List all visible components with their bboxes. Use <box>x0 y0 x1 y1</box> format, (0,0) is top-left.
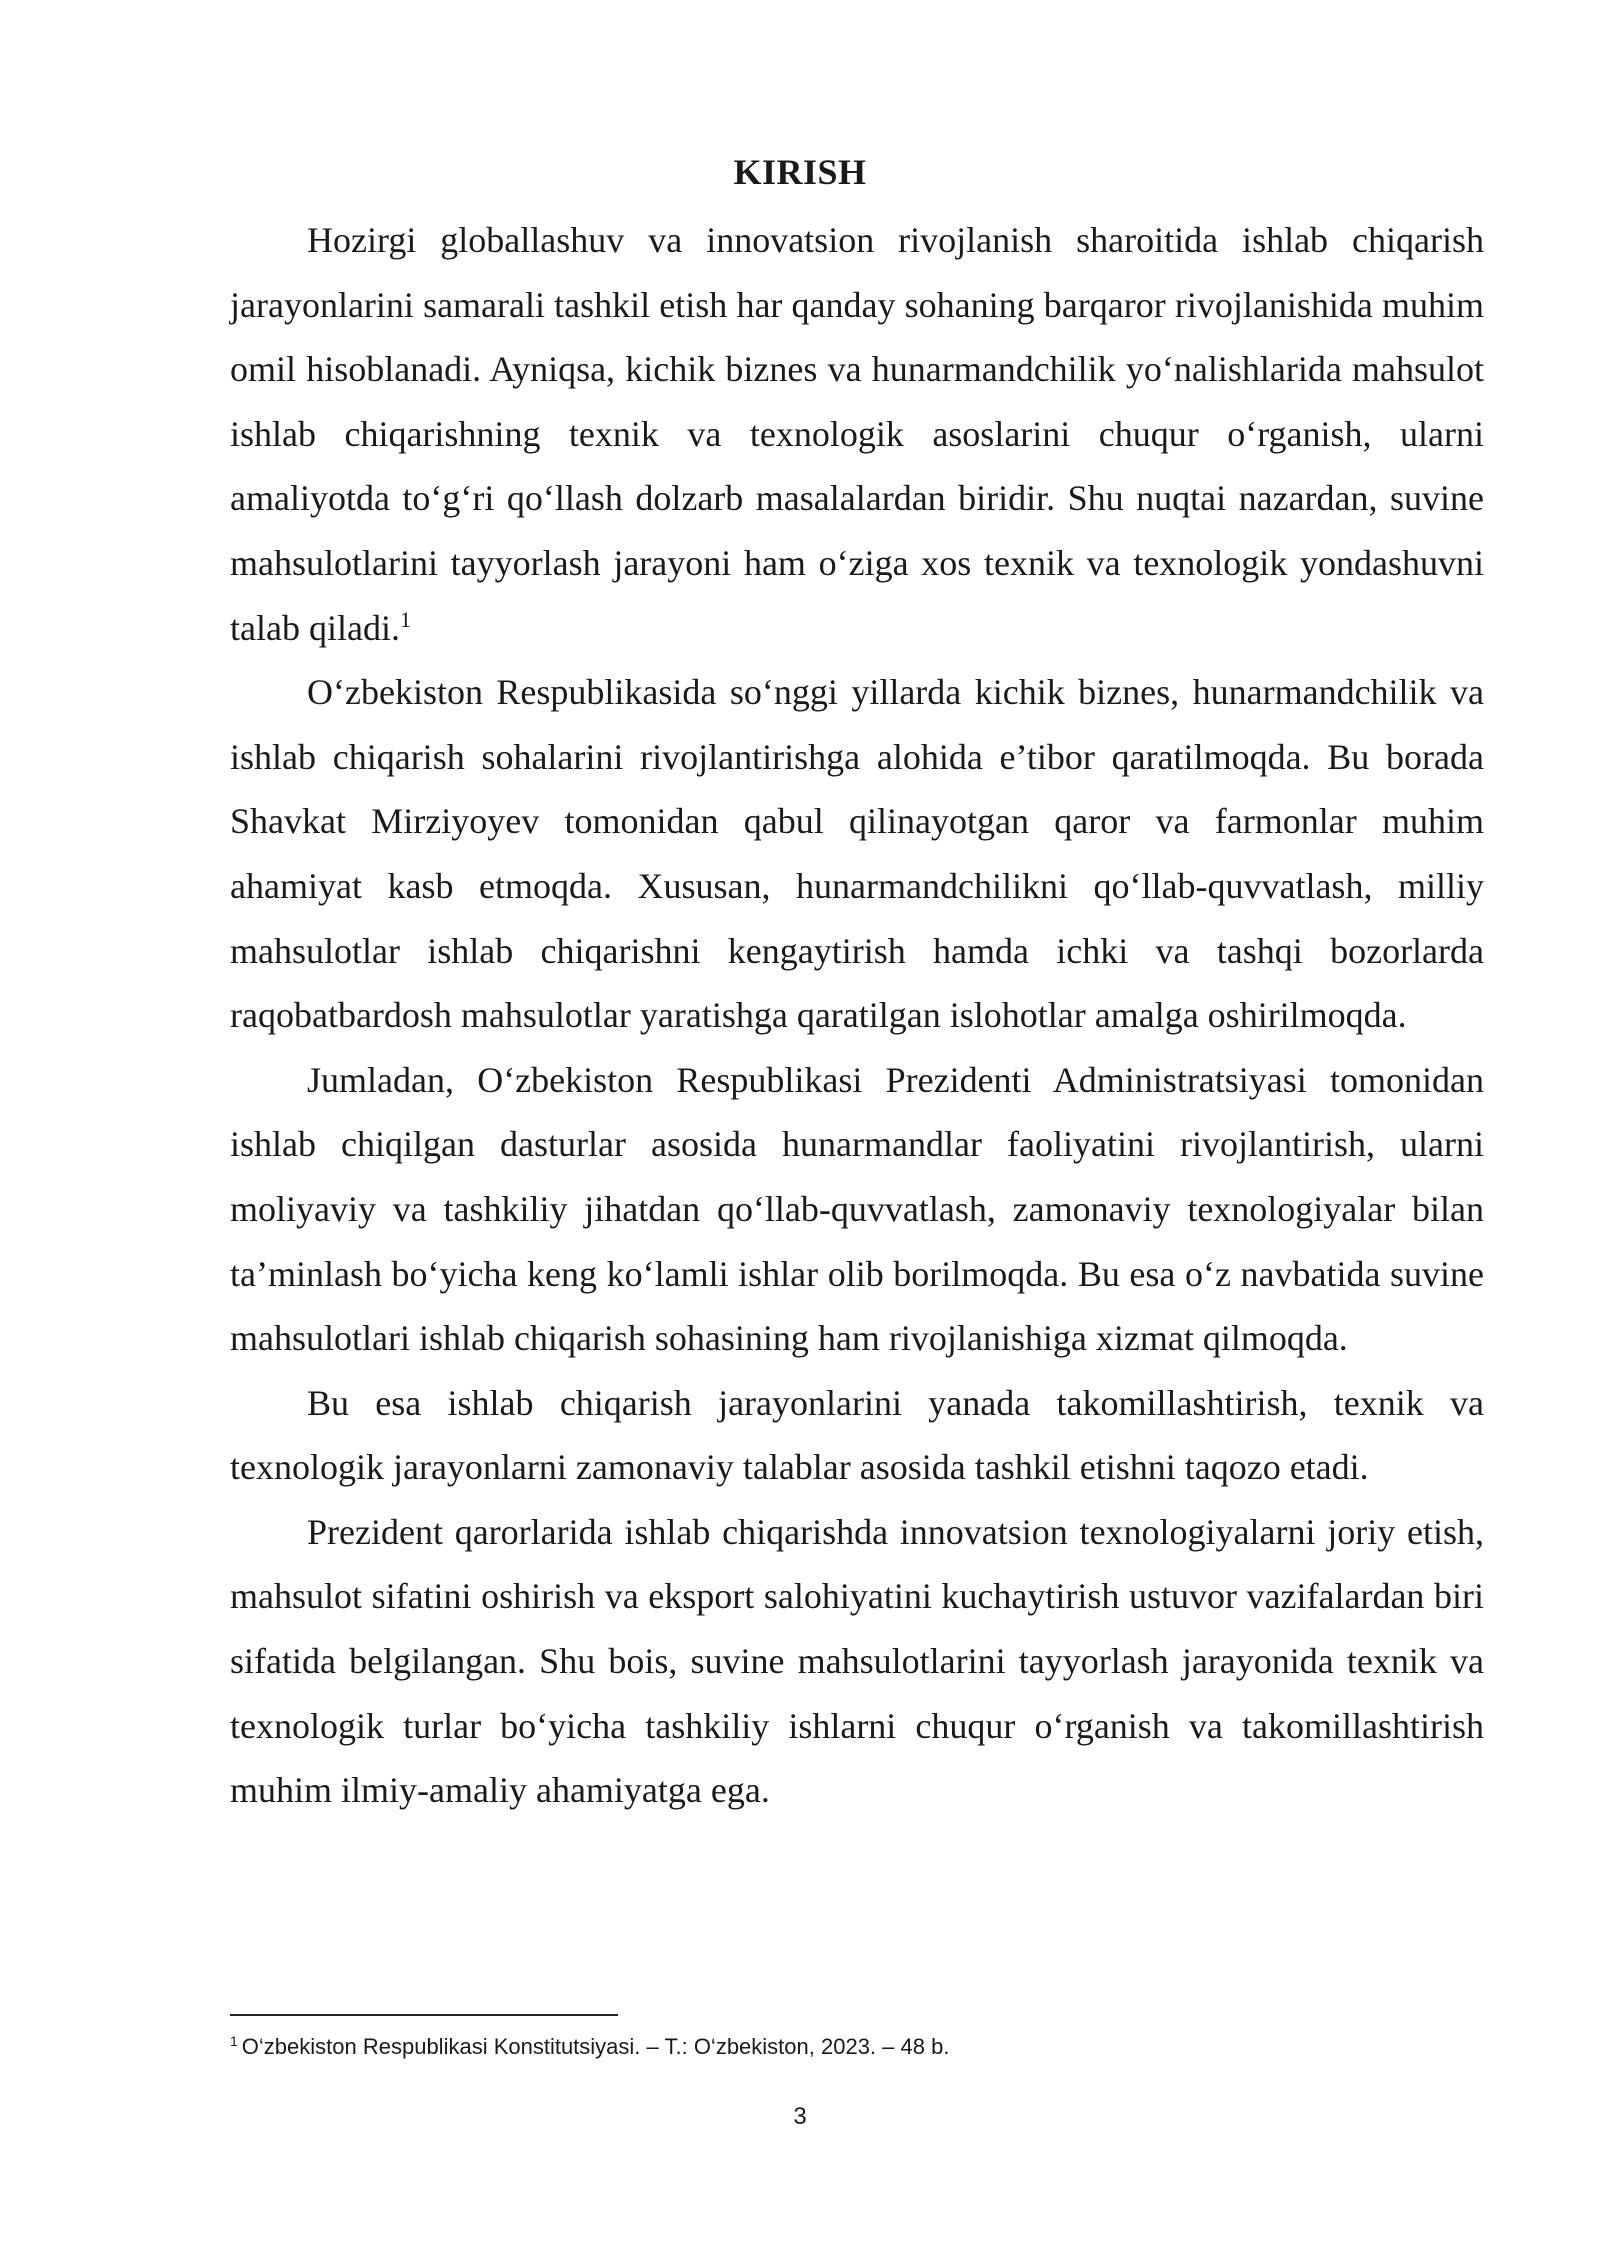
paragraph-1 <box>230 208 1484 660</box>
footnote-reference: 1 <box>399 606 411 632</box>
page-title: KIRISH <box>733 152 867 192</box>
paragraph-5: Prezident qarorlarida ishlab chiqarishda innovatsion texnologiyalarni joriy etish, mahsulot sifatini oshirish va eksport salohiyatini kuchaytirish ustuvor vazifalardan biri sifatida belgilangan. Shu bois, suvine mahsulotlarini tayyorlash jarayonida texnik va texnologik turlar bo‘yicha tashkiliy ishlarni chuqur o‘rganish va takomillashtirish muhim ilmiy-amaliy ahamiyatga ega. <box>230 1511 1484 1811</box>
footnote-separator <box>230 2014 618 2016</box>
paragraph-3: Jumladan, O‘zbekiston Respublikasi Prezidenti Administratsiyasi tomonidan ishlab chiqilgan dasturlar asosida hunarmandlar faoliyatini rivojlantirish, ularni moliyaviy va tashkiliy jihatdan qo‘llab-quvvatlash, zamonaviy texnologiyalar bilan ta’minlash bo‘yicha keng ko‘lamli ishlar olib borilmoqda. Bu esa o‘z navbatida suvine mahsulotlari ishlab chiqarish sohasining ham rivojlanishiga xizmat qilmoqda. <box>230 1059 1484 1359</box>
paragraph-1-text: Hozirgi globallashuv va innovatsion rivojlanish sharoitida ishlab chiqarish jarayonlarini samarali tashkil etish har qanday sohaning barqaror rivojlanishida muhim omil hisoblanadi. Ayniqsa, kichik biznes va hunarmandchilik yo‘nalishlarida mahsulot ishlab chiqarishning texnik va texnologik asoslarini chuqur o‘rganish, ularni amaliyotda to‘g‘ri qo‘llash dolzarb masalalardan biridir. Shu nuqtai nazardan, suvine mahsulotlarini tayyorlash jarayoni ham o‘ziga xos texnik va texnologik yondashuvni talab qiladi. <box>230 220 1484 648</box>
page-number: 3 <box>793 2103 807 2130</box>
paragraph-2: O‘zbekiston Respublikasida so‘nggi yillarda kichik biznes, hunarmandchilik va ishlab chiqarish sohalarini rivojlantirishga alohida e’tibor qaratilmoqda. Bu borada Shavkat Mirziyoyev tomonidan qabul qilinayotgan qaror va farmonlar muhim ahamiyat kasb etmoqda. Xususan, hunarmandchilikni qo‘llab-quvvatlash, milliy mahsulotlar ishlab chiqarishni kengaytirish hamda ichki va tashqi bozorlarda raqobatbardosh mahsulotlar yaratishga qaratilgan islohotlar amalga oshirilmoqda. <box>230 672 1484 1036</box>
footnote <box>230 2030 1484 2064</box>
footnote-text: O‘zbekiston Respublikasi Konstitutsiyasi. – T.: O‘zbekiston, 2023. – 48 b. <box>241 2034 950 2059</box>
paragraph-4: Bu esa ishlab chiqarish jarayonlarini yanada takomillashtirish, texnik va texnologik jarayonlarni zamonaviy talablar asosida tashkil etishni taqozo etadi. <box>230 1382 1484 1488</box>
footnote-mark: 1 <box>230 2032 238 2049</box>
body-text <box>230 208 1484 1823</box>
